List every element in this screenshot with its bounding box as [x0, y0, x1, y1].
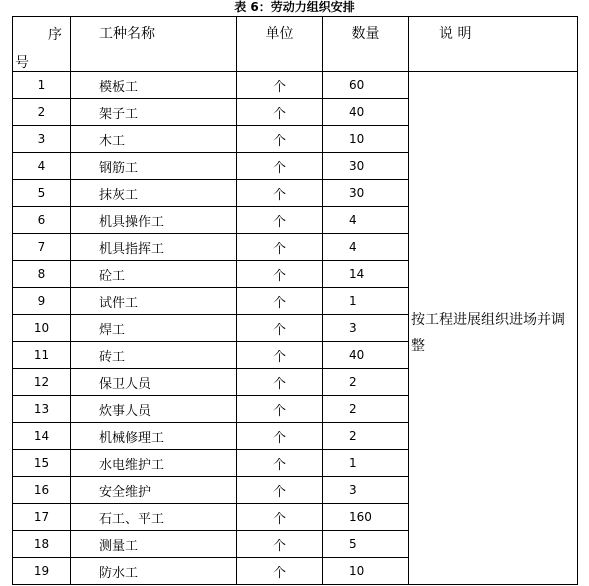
unit-cell: 个 — [237, 72, 323, 99]
seq-cell: 12 — [13, 369, 71, 396]
qty-cell: 60 — [323, 72, 409, 99]
seq-cell: 5 — [13, 180, 71, 207]
seq-cell: 1 — [13, 72, 71, 99]
qty-cell: 40 — [323, 99, 409, 126]
name-cell: 机具操作工 — [71, 207, 237, 234]
table-caption: 表 6：劳动力组织安排 — [234, 0, 355, 14]
unit-cell: 个 — [237, 99, 323, 126]
qty-cell: 30 — [323, 153, 409, 180]
name-cell: 测量工 — [71, 531, 237, 558]
unit-cell: 个 — [237, 180, 323, 207]
name-cell: 木工 — [71, 126, 237, 153]
qty-cell: 2 — [323, 396, 409, 423]
name-cell: 焊工 — [71, 315, 237, 342]
name-cell: 水电维护工 — [71, 450, 237, 477]
unit-cell: 个 — [237, 126, 323, 153]
qty-cell: 5 — [323, 531, 409, 558]
qty-cell: 3 — [323, 477, 409, 504]
qty-cell: 1 — [323, 450, 409, 477]
name-cell: 保卫人员 — [71, 369, 237, 396]
header-note: 说 明 — [409, 17, 578, 72]
name-cell: 模板工 — [71, 72, 237, 99]
table-header-row — [13, 17, 578, 72]
qty-cell: 10 — [323, 126, 409, 153]
seq-cell: 6 — [13, 207, 71, 234]
unit-cell: 个 — [237, 477, 323, 504]
seq-cell: 4 — [13, 153, 71, 180]
name-cell: 砼工 — [71, 261, 237, 288]
unit-cell: 个 — [237, 558, 323, 585]
seq-cell: 2 — [13, 99, 71, 126]
qty-cell: 4 — [323, 207, 409, 234]
seq-cell: 7 — [13, 234, 71, 261]
seq-cell: 10 — [13, 315, 71, 342]
unit-cell: 个 — [237, 396, 323, 423]
unit-cell: 个 — [237, 423, 323, 450]
name-cell: 石工、平工 — [71, 504, 237, 531]
seq-cell: 3 — [13, 126, 71, 153]
table-body — [13, 72, 578, 585]
qty-cell: 30 — [323, 180, 409, 207]
unit-cell: 个 — [237, 261, 323, 288]
unit-cell: 个 — [237, 207, 323, 234]
unit-cell: 个 — [237, 234, 323, 261]
unit-cell: 个 — [237, 153, 323, 180]
unit-cell: 个 — [237, 450, 323, 477]
qty-cell: 2 — [323, 423, 409, 450]
unit-cell: 个 — [237, 369, 323, 396]
header-name: 工种名称 — [71, 17, 237, 72]
qty-cell: 4 — [323, 234, 409, 261]
name-cell: 架子工 — [71, 99, 237, 126]
header-qty: 数量 — [323, 17, 409, 72]
name-cell: 安全维护 — [71, 477, 237, 504]
seq-cell: 8 — [13, 261, 71, 288]
qty-cell: 1 — [323, 288, 409, 315]
name-cell: 砖工 — [71, 342, 237, 369]
qty-cell: 14 — [323, 261, 409, 288]
seq-cell: 15 — [13, 450, 71, 477]
note-cell: 按工程进展组织进场并调整 — [409, 72, 578, 585]
header-seq — [13, 17, 71, 72]
labor-table — [12, 16, 578, 585]
qty-cell: 40 — [323, 342, 409, 369]
header-seq-bottom: 号 — [15, 54, 29, 71]
qty-cell: 160 — [323, 504, 409, 531]
unit-cell: 个 — [237, 504, 323, 531]
name-cell: 抹灰工 — [71, 180, 237, 207]
name-cell: 炊事人员 — [71, 396, 237, 423]
name-cell: 机具指挥工 — [71, 234, 237, 261]
seq-cell: 9 — [13, 288, 71, 315]
unit-cell: 个 — [237, 342, 323, 369]
header-seq-top: 序 — [48, 26, 62, 43]
seq-cell: 17 — [13, 504, 71, 531]
name-cell: 机械修理工 — [71, 423, 237, 450]
name-cell: 钢筋工 — [71, 153, 237, 180]
name-cell: 试件工 — [71, 288, 237, 315]
table-row — [13, 72, 578, 99]
header-unit: 单位 — [237, 17, 323, 72]
seq-cell: 13 — [13, 396, 71, 423]
seq-cell: 14 — [13, 423, 71, 450]
seq-cell: 11 — [13, 342, 71, 369]
unit-cell: 个 — [237, 315, 323, 342]
qty-cell: 3 — [323, 315, 409, 342]
unit-cell: 个 — [237, 531, 323, 558]
unit-cell: 个 — [237, 288, 323, 315]
seq-cell: 16 — [13, 477, 71, 504]
qty-cell: 2 — [323, 369, 409, 396]
seq-cell: 19 — [13, 558, 71, 585]
seq-cell: 18 — [13, 531, 71, 558]
qty-cell: 10 — [323, 558, 409, 585]
name-cell: 防水工 — [71, 558, 237, 585]
